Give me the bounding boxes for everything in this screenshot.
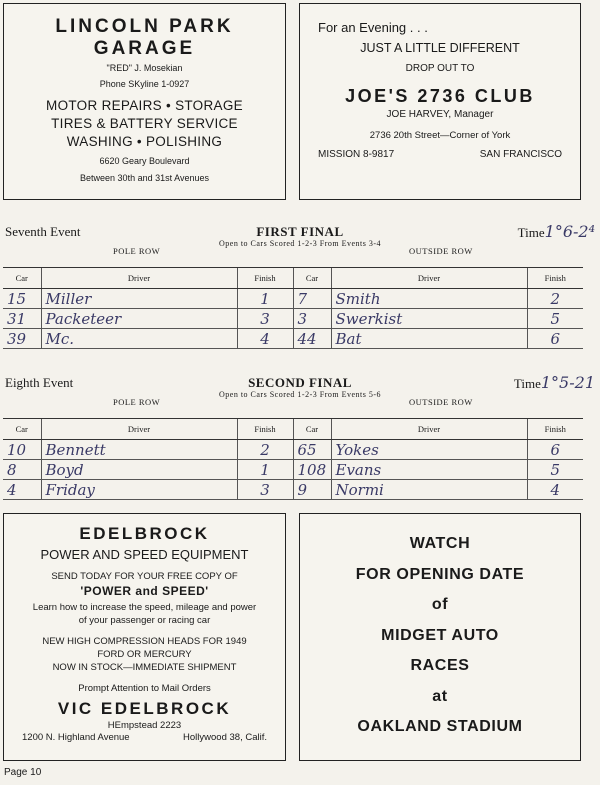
outside-car: 9 bbox=[293, 480, 331, 500]
outside-finish: 4 bbox=[527, 480, 583, 500]
table-row bbox=[3, 460, 583, 480]
watch-line: FOR OPENING DATE bbox=[355, 565, 525, 583]
joes-line-1: For an Evening . . . bbox=[318, 20, 428, 35]
pole-car: 39 bbox=[3, 329, 41, 349]
lincoln-phone: Phone SKyline 1-0927 bbox=[99, 79, 190, 89]
pole-car: 10 bbox=[3, 440, 41, 460]
event-time bbox=[514, 373, 595, 392]
event-time bbox=[518, 222, 595, 241]
outside-car: 108 bbox=[293, 460, 331, 480]
event-subtitle: Open to Cars Scored 1-2-3 From Events 5-6 bbox=[218, 390, 382, 399]
watch-lines bbox=[300, 529, 580, 743]
lincoln-between: Between 30th and 31st Avenues bbox=[80, 173, 209, 183]
outside-car: 3 bbox=[293, 309, 331, 329]
ad-edelbrock bbox=[3, 513, 286, 761]
pole-car: 15 bbox=[3, 289, 41, 309]
event-subtitle: Open to Cars Scored 1-2-3 From Events 3-4 bbox=[218, 239, 382, 248]
watch-line: OAKLAND STADIUM bbox=[357, 718, 523, 735]
outside-finish: 6 bbox=[527, 329, 583, 349]
joes-line-3: DROP OUT TO bbox=[405, 63, 475, 74]
outside-finish: 5 bbox=[527, 460, 583, 480]
event-name: Eighth Event bbox=[5, 375, 74, 390]
header-driver: Driver bbox=[41, 419, 237, 440]
edelbrock-heads-2: FORD OR MERCURY bbox=[97, 649, 192, 660]
edelbrock-city: Hollywood 38, Calif. bbox=[183, 732, 267, 743]
table-row bbox=[3, 309, 583, 329]
header-car: Car bbox=[293, 268, 331, 289]
header-finish: Finish bbox=[237, 419, 293, 440]
time-value: 1°5-21 bbox=[540, 373, 595, 392]
outside-driver: Normi bbox=[331, 480, 527, 500]
lincoln-title-1: LINCOLN PARK bbox=[55, 16, 234, 37]
event-title: SECOND FINAL bbox=[248, 375, 352, 390]
joes-line-2: JUST A LITTLE DIFFERENT bbox=[360, 41, 520, 55]
lincoln-service-3: WASHING • POLISHING bbox=[66, 134, 223, 149]
outside-driver: Bat bbox=[331, 329, 527, 349]
pole-finish: 2 bbox=[237, 440, 293, 460]
edelbrock-mail: Prompt Attention to Mail Orders bbox=[78, 683, 211, 694]
lincoln-service-2: TIRES & BATTERY SERVICE bbox=[51, 116, 238, 131]
joes-title: JOE'S 2736 CLUB bbox=[345, 86, 535, 106]
edelbrock-learn-2: of your passenger or racing car bbox=[78, 615, 211, 626]
pole-driver: Friday bbox=[41, 480, 237, 500]
time-label: Time bbox=[517, 225, 545, 240]
edelbrock-subtitle: POWER AND SPEED EQUIPMENT bbox=[40, 547, 249, 562]
outside-car: 44 bbox=[293, 329, 331, 349]
watch-line: at bbox=[432, 687, 448, 705]
joes-address: 2736 20th Street—Corner of York bbox=[369, 130, 511, 141]
table-row bbox=[3, 289, 583, 309]
pole-driver: Boyd bbox=[41, 460, 237, 480]
lincoln-title-2: GARAGE bbox=[93, 38, 196, 59]
edelbrock-footer bbox=[4, 732, 285, 743]
edelbrock-heads-3: NOW IN STOCK—IMMEDIATE SHIPMENT bbox=[52, 662, 237, 673]
pole-finish: 1 bbox=[237, 289, 293, 309]
edelbrock-learn-1: Learn how to increase the speed, mileage and power bbox=[32, 602, 257, 613]
lincoln-service-1: MOTOR REPAIRS • STORAGE bbox=[46, 98, 243, 113]
pole-driver: Packeteer bbox=[41, 309, 237, 329]
ad-joes-club bbox=[299, 3, 581, 200]
joes-phone: MISSION 8-9817 bbox=[318, 149, 395, 160]
outside-finish: 2 bbox=[527, 289, 583, 309]
pole-car: 8 bbox=[3, 460, 41, 480]
outside-driver: Yokes bbox=[331, 440, 527, 460]
outside-driver: Evans bbox=[331, 460, 527, 480]
results-table-eighth bbox=[3, 418, 583, 500]
outside-car: 7 bbox=[293, 289, 331, 309]
watch-line: MIDGET AUTO bbox=[381, 626, 499, 644]
joes-city: SAN FRANCISCO bbox=[479, 149, 562, 160]
time-value: 1°6-2⁴ bbox=[544, 222, 595, 241]
header-car: Car bbox=[3, 419, 41, 440]
outside-finish: 6 bbox=[527, 440, 583, 460]
watch-line: of bbox=[431, 596, 449, 613]
edelbrock-quote: 'POWER and SPEED' bbox=[80, 584, 209, 598]
ad-lincoln-park-garage bbox=[3, 3, 286, 200]
pole-row-label: POLE ROW bbox=[113, 246, 161, 256]
table-header-row bbox=[3, 268, 583, 289]
pole-finish: 1 bbox=[237, 460, 293, 480]
pole-driver: Miller bbox=[41, 289, 237, 309]
pole-car: 4 bbox=[3, 480, 41, 500]
table-row bbox=[3, 480, 583, 500]
header-finish: Finish bbox=[527, 419, 583, 440]
outside-row-label: OUTSIDE ROW bbox=[409, 397, 473, 407]
pole-finish: 3 bbox=[237, 309, 293, 329]
outside-finish: 5 bbox=[527, 309, 583, 329]
table-row bbox=[3, 440, 583, 460]
outside-row-label: OUTSIDE ROW bbox=[409, 246, 473, 256]
outside-driver: Swerkist bbox=[331, 309, 527, 329]
lincoln-owner: "RED" J. Mosekian bbox=[106, 63, 183, 73]
event-seventh-header bbox=[3, 224, 597, 264]
lincoln-address: 6620 Geary Boulevard bbox=[99, 156, 190, 166]
pole-row-label: POLE ROW bbox=[113, 397, 161, 407]
results-table-seventh bbox=[3, 267, 583, 349]
pole-car: 31 bbox=[3, 309, 41, 329]
header-finish: Finish bbox=[237, 268, 293, 289]
edelbrock-address: 1200 N. Highland Avenue bbox=[22, 732, 130, 743]
joes-manager: JOE HARVEY, Manager bbox=[386, 109, 494, 120]
table-header-row bbox=[3, 419, 583, 440]
pole-driver: Mc. bbox=[41, 329, 237, 349]
event-title: FIRST FINAL bbox=[256, 224, 344, 239]
watch-line: RACES bbox=[410, 657, 470, 674]
edelbrock-name: VIC EDELBROCK bbox=[57, 699, 232, 718]
edelbrock-send: SEND TODAY FOR YOUR FREE COPY OF bbox=[51, 571, 238, 582]
pole-driver: Bennett bbox=[41, 440, 237, 460]
header-car: Car bbox=[293, 419, 331, 440]
pole-finish: 3 bbox=[237, 480, 293, 500]
edelbrock-phone: HEmpstead 2223 bbox=[107, 720, 182, 731]
ad-watch-opening bbox=[299, 513, 581, 761]
time-label: Time bbox=[513, 376, 541, 391]
event-name: Seventh Event bbox=[5, 224, 81, 239]
outside-driver: Smith bbox=[331, 289, 527, 309]
page-number: Page 10 bbox=[4, 767, 42, 778]
header-finish: Finish bbox=[527, 268, 583, 289]
table-row bbox=[3, 329, 583, 349]
header-driver: Driver bbox=[331, 419, 527, 440]
header-driver: Driver bbox=[41, 268, 237, 289]
event-eighth-header bbox=[3, 375, 597, 415]
edelbrock-heads-1: NEW HIGH COMPRESSION HEADS FOR 1949 bbox=[42, 636, 247, 647]
header-driver: Driver bbox=[331, 268, 527, 289]
outside-car: 65 bbox=[293, 440, 331, 460]
edelbrock-title: EDELBROCK bbox=[79, 524, 210, 543]
header-car: Car bbox=[3, 268, 41, 289]
pole-finish: 4 bbox=[237, 329, 293, 349]
joes-footer bbox=[300, 149, 580, 160]
watch-line: WATCH bbox=[409, 535, 471, 552]
